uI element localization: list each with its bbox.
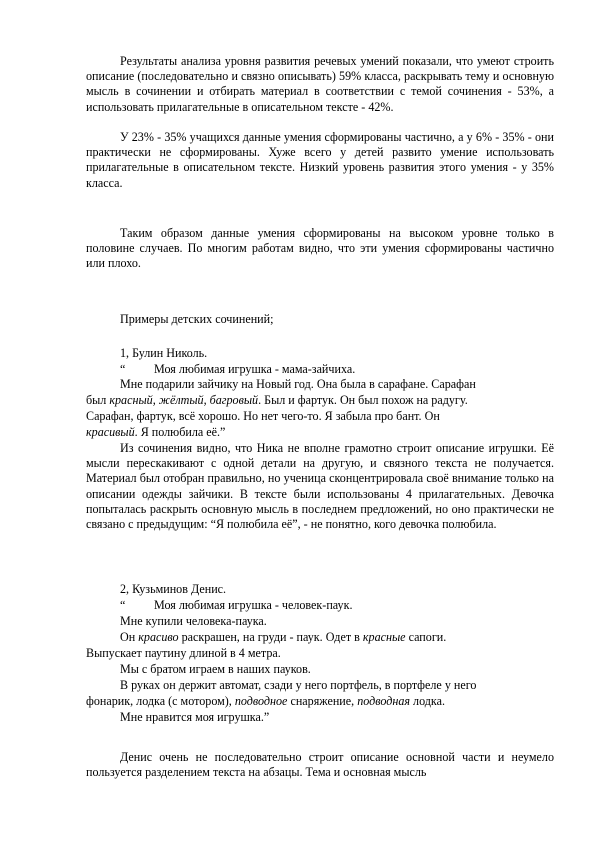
opening-quote: “ <box>120 598 126 612</box>
adjective-italic: красивый <box>86 425 135 439</box>
essay-1-line-4 <box>86 425 225 440</box>
text-run: раскрашен, на груди - паук. Одет в <box>178 630 363 644</box>
text-run: был <box>86 393 110 407</box>
paragraph-analysis-1: Из сочинения видно, что Ника не вполне грамотно строит описание игрушки. Её мысли перескакивают с одной детали на другую, и связного текста не получается. Материал был отобран правильно, но ученица сконцентрировала своё внимание только на описании одежды зайчики. В тексте были использованы 4 прилагательных. Девочка попыталась раскрыть основную мысль в последнем предложений, но оно практически не связано с предыдущим: “Я полюбила её”, - не понятно, кого девочка полюбила. <box>86 441 554 532</box>
essay-2-line-7: Мне нравится моя игрушка.” <box>120 710 270 724</box>
essay-2-line-5: В руках он держит автомат, сзади у него портфель, в портфеле у него <box>120 678 477 692</box>
essay-1-line-2 <box>86 393 468 408</box>
essay-1-line-3: Сарафан, фартук, всё хорошо. Но нет чего-то. Я забыла про бант. Он <box>86 409 440 423</box>
text-run: Он <box>120 630 139 644</box>
adverb-italic: красиво <box>138 630 179 644</box>
essay-2-title-line <box>120 598 353 613</box>
text-run: фонарик, лодка (с мотором), <box>86 694 235 708</box>
essay-1-title-line <box>120 362 355 377</box>
text-run: лодка. <box>410 694 446 708</box>
paragraph-partial: У 23% - 35% учащихся данные умения сформированы частично, а у 6% - 35% - они практически не сформированы. Хуже всего у детей развито умение использовать прилагательные в описательном тексте. Низкий уровень развития этого умения - у 35% класса. <box>86 130 554 190</box>
essay-1-author: 1, Булин Николь. <box>120 346 208 360</box>
adjectives-italic: красный, жёлтый, багровый <box>109 393 259 407</box>
text-run: снаряжение, <box>287 694 358 708</box>
text-run: . Был и фартук. Он был похож на радугу. <box>258 393 468 407</box>
paragraph-results: Результаты анализа уровня развития речевых умений показали, что умеют строить описание (последовательно и связно описывать) 59% класса, раскрывать тему и основную мысль в сочинении и отбирать материал в соответствии с темой сочинения - 53%, а использовать прилагательные в описательном тексте - 42%. <box>86 54 554 114</box>
essay-2-line-4: Мы с братом играем в наших пауков. <box>120 662 311 676</box>
essay-2-line-6 <box>86 694 445 709</box>
essay-1-line-1: Мне подарили зайчику на Новый год. Она была в сарафане. Сарафан <box>120 377 476 391</box>
paragraph-analysis-2: Денис очень не последовательно строит описание основной части и неумело пользуется разделением текста на абзацы. Тема и основная мысль <box>86 750 554 780</box>
paragraph-conclusion: Таким образом данные умения сформированы на высоком уровне только в половине случаев. По многим работам видно, что эти умения сформированы частично или плохо. <box>86 226 554 271</box>
essay-1-title: Моя любимая игрушка - мама-зайчиха. <box>154 362 356 376</box>
opening-quote: “ <box>120 362 126 376</box>
examples-heading: Примеры детских сочинений; <box>120 312 274 326</box>
text-run: . Я полюбила её.” <box>134 425 226 439</box>
essay-2-title: Моя любимая игрушка - человек-паук. <box>154 598 353 612</box>
essay-2-author: 2, Кузьминов Денис. <box>120 582 227 596</box>
adjective-italic: красные <box>362 630 406 644</box>
text-run: сапоги. <box>405 630 447 644</box>
essay-2-line-1: Мне купили человека-паука. <box>120 614 267 628</box>
essay-2-line-2 <box>120 630 446 645</box>
essay-2-line-3: Выпускает паутину длиной в 4 метра. <box>86 646 281 660</box>
adjective-italic: подводное <box>234 694 288 708</box>
adjective-italic: подводная <box>357 694 411 708</box>
